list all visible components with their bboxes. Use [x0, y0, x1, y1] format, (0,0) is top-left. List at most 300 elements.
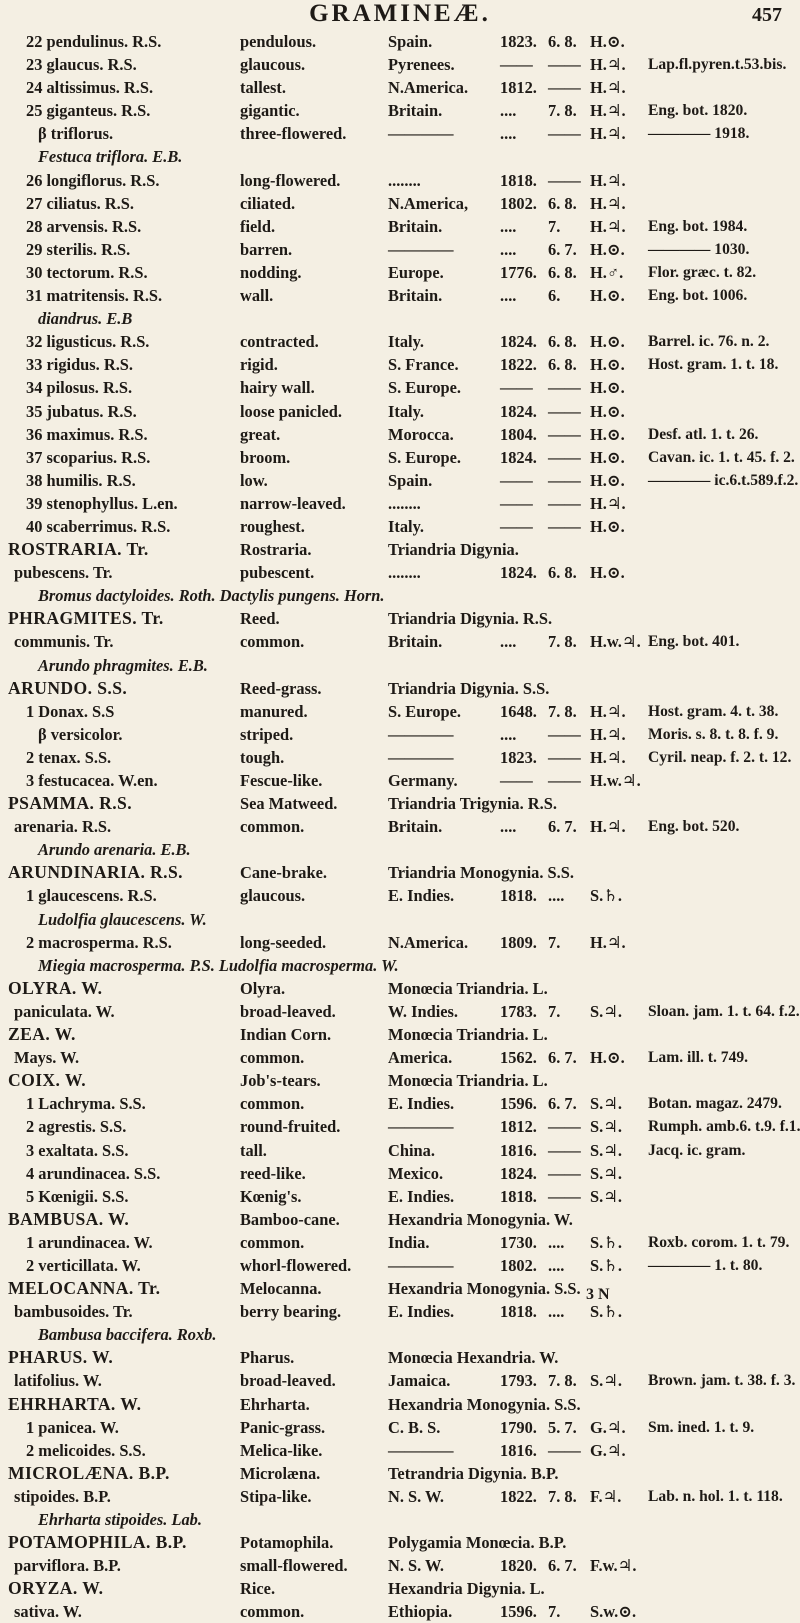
entry-year: 1730. [500, 1232, 537, 1252]
entry-description: common. [240, 817, 305, 837]
entry-name: communis. Tr. [14, 632, 114, 652]
entry-year: .... [500, 286, 517, 306]
entry-native-region: ———— [388, 124, 454, 144]
entry-native-region: E. Indies. [388, 1186, 455, 1206]
entry-description: common. [240, 1232, 305, 1252]
entry-habit: S.♃. [590, 1001, 623, 1021]
entry-name: 37 scoparius. R.S. [26, 447, 151, 467]
synonym-row [0, 145, 800, 168]
entry-year: 1812. [500, 1117, 537, 1137]
entry-name: ROSTRARIA. Tr. [8, 539, 149, 560]
entry-name: Arundo phragmites. E.B. [38, 655, 208, 675]
entry-description: reed-like. [240, 1163, 306, 1183]
entry-habit: S.♃. [590, 1186, 623, 1206]
entry-flowering: 6. 8. [548, 193, 577, 213]
entry-name: 2 verticillata. W. [26, 1255, 141, 1275]
entry-habit: S.♄. [590, 886, 623, 906]
entry-description: Rice. [240, 1579, 276, 1599]
entry-name: ORYZA. W. [8, 1578, 104, 1599]
entry-name: Arundo arenaria. E.B. [38, 840, 191, 860]
entry-flowering: .... [548, 1232, 565, 1252]
entry-native-region: Spain. [388, 470, 433, 490]
entry-year: .... [500, 632, 517, 652]
entry-native-region: ———— [388, 239, 454, 259]
entry-name: PHRAGMITES. Tr. [8, 608, 164, 629]
entry-name: 31 matritensis. R.S. [26, 286, 163, 306]
entry-habit: H.⊙. [590, 239, 625, 259]
entry-name: 27 ciliatus. R.S. [26, 193, 134, 213]
entry-year: —— [500, 516, 533, 536]
signature-mark: 3 N [586, 1286, 610, 1303]
entry-description: roughest. [240, 516, 305, 536]
species-row [0, 99, 800, 122]
entry-name: 28 arvensis. R.S. [26, 216, 142, 236]
entry-name: COIX. W. [8, 1070, 86, 1091]
genus-row [0, 792, 800, 815]
entry-native-region: ———— [388, 724, 454, 744]
entry-habit: G.♃. [590, 1440, 626, 1460]
entry-year: 1804. [500, 424, 537, 444]
entry-habit: H.♃. [590, 170, 626, 190]
entry-name: ARUNDO. S.S. [8, 677, 128, 698]
entry-year: 1802. [500, 1255, 537, 1275]
species-row [0, 400, 800, 423]
entry-habit: S.♃. [590, 1163, 623, 1183]
entry-habit: F.♃. [590, 1486, 622, 1506]
entry-year: .... [500, 239, 517, 259]
entry-habit: H.♃. [590, 193, 626, 213]
entry-name: 3 exaltata. S.S. [26, 1140, 129, 1160]
species-row [0, 469, 800, 492]
entry-description: Cane-brake. [240, 863, 327, 883]
entry-reference: Botan. magaz. 2479. [648, 1095, 782, 1113]
entry-habit: H.⊙. [590, 563, 625, 583]
entry-name: PHARUS. W. [8, 1347, 114, 1368]
entry-name: MELOCANNA. Tr. [8, 1278, 161, 1299]
entry-year: 1648. [500, 701, 537, 721]
entry-habit: S.♄. [590, 1302, 623, 1322]
species-row [0, 261, 800, 284]
entry-description: ciliated. [240, 193, 296, 213]
entry-name: OLYRA. W. [8, 977, 103, 998]
entry-habit: H.♃. [590, 747, 626, 767]
species-row [0, 446, 800, 469]
entry-name: 34 pilosus. R.S. [26, 378, 133, 398]
entry-flowering: 7. [548, 932, 561, 952]
entry-name: Miegia macrosperma. P.S. Ludolfia macrosperma. W. [38, 955, 399, 975]
species-row [0, 1300, 800, 1323]
entry-name: 25 giganteus. R.S. [26, 101, 151, 121]
entry-description: Panic-grass. [240, 1417, 326, 1437]
entry-description: long-flowered. [240, 170, 341, 190]
entry-native-region: C. B. S. [388, 1417, 441, 1437]
entry-name: Ludolfia glaucescens. W. [38, 909, 207, 929]
page-number: 457 [752, 4, 782, 26]
entry-flowering: 6. 7. [548, 1094, 577, 1114]
entry-name: 23 glaucus. R.S. [26, 55, 137, 75]
entry-description: Fescue-like. [240, 771, 323, 790]
entry-name: β versicolor. [38, 724, 123, 744]
entry-description: pendulous. [240, 32, 317, 51]
entry-habit: H.⊙. [590, 1048, 625, 1068]
entry-name: 4 arundinacea. S.S. [26, 1163, 161, 1183]
entry-description: nodding. [240, 262, 302, 282]
entry-habit: S.♄. [590, 1255, 623, 1275]
entry-reference: Sm. ined. 1. t. 9. [648, 1418, 755, 1436]
entry-habit: H.♃. [590, 124, 626, 144]
entry-native-region: Triandria Digynia. S.S. [388, 678, 550, 698]
entry-name: Ehrharta stipoides. Lab. [38, 1510, 202, 1529]
entry-native-region: Ethiopia. [388, 1602, 453, 1622]
entry-flowering: 7. [548, 216, 561, 236]
entry-habit: H.♃. [590, 216, 626, 236]
entry-name: bambusoides. Tr. [14, 1302, 133, 1322]
synonym-row [0, 954, 800, 977]
entry-reference: Host. gram. 4. t. 38. [648, 702, 779, 720]
genus-row [0, 1346, 800, 1369]
entry-name: Bambusa baccifera. Roxb. [38, 1325, 217, 1345]
entry-flowering: —— [548, 1163, 581, 1183]
entry-description: common. [240, 632, 305, 652]
entry-native-region: Italy. [388, 516, 424, 536]
entry-name: 26 longiflorus. R.S. [26, 170, 160, 190]
entry-description: Melocanna. [240, 1279, 322, 1299]
entry-description: tough. [240, 747, 285, 767]
entry-reference: Desf. atl. 1. t. 26. [648, 425, 759, 443]
entry-name: 29 sterilis. R.S. [26, 239, 131, 259]
entry-native-region: Triandria Digynia. [388, 540, 519, 560]
entry-name: 39 stenophyllus. L.en. [26, 493, 178, 513]
entry-flowering: 6. 8. [548, 355, 577, 375]
entry-native-region: Triandria Monogynia. S.S. [388, 863, 574, 883]
entry-year: 1818. [500, 1302, 537, 1322]
entry-description: common. [240, 1048, 305, 1068]
species-row [0, 284, 800, 307]
species-row [0, 330, 800, 353]
genus-row [0, 1069, 800, 1092]
entry-habit: H.⊙. [590, 401, 625, 421]
synonym-row [0, 654, 800, 677]
entry-year: 1816. [500, 1140, 537, 1160]
entry-description: glaucous. [240, 55, 306, 75]
entry-description: long-seeded. [240, 932, 327, 952]
entry-description: Olyra. [240, 978, 286, 998]
entry-reference: ———— ic.6.t.589.f.2. [648, 471, 799, 489]
entry-native-region: N.America, [388, 193, 469, 213]
species-row [0, 769, 800, 792]
genus-row [0, 1277, 800, 1300]
entry-name: 2 tenax. S.S. [26, 747, 112, 767]
entry-name: 1 panicea. W. [26, 1417, 119, 1437]
entry-habit: H.⊙. [590, 32, 625, 51]
entry-native-region: Jamaica. [388, 1371, 451, 1391]
entry-name: 22 pendulinus. R.S. [26, 32, 162, 51]
entry-reference: Host. gram. 1. t. 18. [648, 356, 779, 374]
entry-name: 5 Kœnigii. S.S. [26, 1186, 129, 1206]
species-row [0, 1139, 800, 1162]
entry-description: Potamophila. [240, 1533, 334, 1553]
synonym-row [0, 584, 800, 607]
species-row [0, 76, 800, 99]
entry-native-region: ———— [388, 1440, 454, 1460]
entry-habit: H.w.♃. [590, 771, 641, 790]
entry-name: 35 jubatus. R.S. [26, 401, 137, 421]
entry-year: .... [500, 124, 517, 144]
entry-reference: Lam. ill. t. 749. [648, 1049, 749, 1067]
entry-flowering: —— [548, 424, 581, 444]
entry-native-region: N.America. [388, 78, 469, 98]
entry-flowering: 6. 8. [548, 262, 577, 282]
species-row [0, 215, 800, 238]
entry-native-region: E. Indies. [388, 886, 455, 906]
entry-name: 30 tectorum. R.S. [26, 262, 148, 282]
species-row [0, 1162, 800, 1185]
entry-reference: Rumph. amb.6. t.9. f.1. [648, 1118, 800, 1136]
entry-habit: H.♃. [590, 817, 626, 837]
entry-native-region: Spain. [388, 32, 433, 51]
entry-reference: ———— 1918. [648, 125, 750, 143]
entry-name: 1 Donax. S.S [26, 701, 115, 721]
entry-reference: Eng. bot. 1820. [648, 102, 748, 120]
entry-name: 2 agrestis. S.S. [26, 1117, 127, 1137]
entry-habit: H.⊙. [590, 424, 625, 444]
species-row [0, 1115, 800, 1138]
entry-flowering: 6. 7. [548, 817, 577, 837]
entry-description: broad-leaved. [240, 1371, 336, 1391]
entry-name: MICROLÆNA. B.P. [8, 1462, 170, 1483]
entry-year: 1824. [500, 1163, 537, 1183]
entry-flowering: .... [548, 1302, 565, 1322]
genus-row [0, 977, 800, 1000]
genus-row [0, 1531, 800, 1554]
entry-native-region: Europe. [388, 262, 444, 282]
catalogue-listing [0, 30, 800, 1623]
entry-name: β triflorus. [38, 124, 114, 144]
entry-native-region: ———— [388, 747, 454, 767]
entry-name: stipoides. B.P. [14, 1486, 111, 1506]
species-row [0, 1231, 800, 1254]
entry-description: berry bearing. [240, 1302, 342, 1322]
species-row [0, 931, 800, 954]
entry-description: Stipa-like. [240, 1486, 312, 1506]
entry-year: 1802. [500, 193, 537, 213]
entry-year: 1818. [500, 170, 537, 190]
entry-description: broom. [240, 447, 291, 467]
entry-reference: Eng. bot. 401. [648, 633, 740, 651]
entry-year: 1818. [500, 886, 537, 906]
entry-flowering: —— [548, 378, 581, 398]
entry-year: .... [500, 101, 517, 121]
entry-name: 32 ligusticus. R.S. [26, 332, 150, 352]
entry-habit: H.⊙. [590, 516, 625, 536]
entry-name: 3 festucacea. W.en. [26, 771, 158, 790]
entry-native-region: E. Indies. [388, 1094, 455, 1114]
entry-year: 1812. [500, 78, 537, 98]
entry-flowering: —— [548, 78, 581, 98]
genus-row [0, 538, 800, 561]
entry-year: 1823. [500, 32, 537, 51]
synonym-row [0, 307, 800, 330]
species-row [0, 1000, 800, 1023]
entry-description: whorl-flowered. [240, 1255, 352, 1275]
genus-row [0, 1208, 800, 1231]
entry-description: Sea Matweed. [240, 794, 338, 814]
entry-name: 36 maximus. R.S. [26, 424, 148, 444]
entry-habit: H.⊙. [590, 286, 625, 306]
entry-native-region: S. France. [388, 355, 459, 375]
entry-native-region: E. Indies. [388, 1302, 455, 1322]
entry-native-region: Triandria Digynia. R.S. [388, 609, 553, 629]
entry-flowering: 7. 8. [548, 1371, 577, 1391]
entry-name: EHRHARTA. W. [8, 1393, 142, 1414]
genus-row [0, 677, 800, 700]
entry-description: great. [240, 424, 281, 444]
entry-reference: Roxb. corom. 1. t. 79. [648, 1233, 790, 1251]
species-row [0, 169, 800, 192]
entry-year: 1820. [500, 1556, 537, 1576]
entry-name: POTAMOPHILA. B.P. [8, 1532, 187, 1553]
entry-reference: Sloan. jam. 1. t. 64. f.2. [648, 1002, 800, 1020]
entry-habit: S.♃. [590, 1117, 623, 1137]
entry-native-region: America. [388, 1048, 453, 1068]
entry-name: parviflora. B.P. [14, 1556, 121, 1576]
entry-flowering: 6. 8. [548, 563, 577, 583]
entry-habit: H.w.♃. [590, 632, 641, 652]
entry-habit: H.⊙. [590, 447, 625, 467]
entry-flowering: —— [548, 516, 581, 536]
entry-native-region: Tetrandria Digynia. B.P. [388, 1463, 559, 1483]
entry-name: pubescens. Tr. [14, 563, 113, 583]
entry-reference: Flor. græc. t. 82. [648, 263, 757, 281]
entry-year: 1824. [500, 563, 537, 583]
entry-native-region: Britain. [388, 817, 443, 837]
entry-flowering: —— [548, 1440, 581, 1460]
entry-year: —— [500, 378, 533, 398]
entry-habit: S.w.⊙. [590, 1602, 637, 1622]
entry-reference: ———— 1030. [648, 240, 750, 258]
genus-row [0, 1577, 800, 1600]
entry-reference: Jacq. ic. gram. [648, 1141, 746, 1159]
entry-flowering: 7. 8. [548, 701, 577, 721]
entry-habit: S.♃. [590, 1140, 623, 1160]
entry-flowering: —— [548, 401, 581, 421]
entry-name: Bromus dactyloides. Roth. Dactylis pungens. Horn. [38, 586, 385, 606]
entry-description: pubescent. [240, 563, 315, 583]
entry-native-region: W. Indies. [388, 1001, 458, 1021]
entry-flowering: —— [548, 771, 581, 790]
entry-flowering: 6. 8. [548, 32, 577, 51]
entry-year: 1824. [500, 447, 537, 467]
species-row [0, 815, 800, 838]
entry-habit: F.w.♃. [590, 1556, 637, 1576]
entry-habit: H.⊙. [590, 378, 625, 398]
entry-name: ARUNDINARIA. R.S. [8, 862, 183, 883]
entry-reference: Barrel. ic. 76. n. 2. [648, 333, 770, 351]
species-row [0, 1369, 800, 1392]
entry-description: common. [240, 1094, 305, 1114]
entry-native-region: ———— [388, 1117, 454, 1137]
entry-description: Reed. [240, 609, 280, 629]
entry-habit: G.♃. [590, 1417, 626, 1437]
entry-name: latifolius. W. [14, 1371, 102, 1391]
entry-description: tallest. [240, 78, 286, 98]
genus-row [0, 607, 800, 630]
entry-description: broad-leaved. [240, 1001, 336, 1021]
entry-year: 1824. [500, 332, 537, 352]
entry-habit: S.♃. [590, 1094, 623, 1114]
entry-description: Rostraria. [240, 540, 312, 560]
species-row [0, 1046, 800, 1069]
entry-habit: H.♃. [590, 493, 626, 513]
entry-flowering: —— [548, 55, 581, 75]
entry-flowering: 6. [548, 286, 561, 306]
entry-native-region: Italy. [388, 332, 424, 352]
entry-flowering: 7. [548, 1001, 561, 1021]
species-row [0, 515, 800, 538]
entry-native-region: ........ [388, 170, 421, 190]
species-row [0, 492, 800, 515]
entry-description: Bamboo-cane. [240, 1209, 340, 1229]
genus-row [0, 1023, 800, 1046]
entry-description: gigantic. [240, 101, 300, 121]
entry-description: Reed-grass. [240, 678, 322, 698]
entry-native-region: Hexandria Monogynia. W. [388, 1209, 573, 1229]
entry-native-region: N. S. W. [388, 1486, 445, 1506]
entry-description: narrow-leaved. [240, 493, 346, 513]
entry-native-region: N.America. [388, 932, 469, 952]
entry-name: 24 altissimus. R.S. [26, 78, 154, 98]
entry-native-region: Britain. [388, 216, 443, 236]
species-row [0, 630, 800, 653]
entry-year: 1793. [500, 1371, 537, 1391]
entry-year: 1809. [500, 932, 537, 952]
entry-name: sativa. W. [14, 1602, 82, 1622]
entry-description: Indian Corn. [240, 1025, 332, 1045]
entry-name: arenaria. R.S. [14, 817, 112, 837]
entry-habit: H.⊙. [590, 332, 625, 352]
entry-native-region: N. S. W. [388, 1556, 445, 1576]
entry-flowering: —— [548, 493, 581, 513]
entry-description: glaucous. [240, 886, 306, 906]
species-row [0, 1600, 800, 1623]
entry-name: ZEA. W. [8, 1024, 76, 1045]
entry-description: small-flowered. [240, 1556, 348, 1576]
entry-reference: Moris. s. 8. t. 8. f. 9. [648, 725, 779, 743]
entry-native-region: Hexandria Monogynia. S.S. [388, 1279, 581, 1299]
entry-flowering: 7. [548, 1602, 561, 1622]
entry-flowering: .... [548, 1255, 565, 1275]
entry-reference: Brown. jam. t. 38. f. 3. [648, 1372, 796, 1390]
running-title: GRAMINEÆ. [309, 0, 491, 27]
entry-reference: Cavan. ic. 1. t. 45. f. 2. [648, 448, 795, 466]
entry-year: 1822. [500, 355, 537, 375]
synonym-row [0, 908, 800, 931]
entry-native-region: Hexandria Monogynia. S.S. [388, 1394, 581, 1414]
entry-flowering: .... [548, 886, 565, 906]
entry-reference: Cyril. neap. f. 2. t. 12. [648, 748, 792, 766]
entry-habit: H.♃. [590, 932, 626, 952]
entry-year: 1822. [500, 1486, 537, 1506]
entry-year: 1818. [500, 1186, 537, 1206]
genus-row [0, 861, 800, 884]
entry-name: 38 humilis. R.S. [26, 470, 136, 490]
entry-year: 1776. [500, 262, 537, 282]
entry-description: loose panicled. [240, 401, 342, 421]
entry-flowering: —— [548, 1140, 581, 1160]
entry-name: Mays. W. [14, 1048, 80, 1068]
species-row [0, 700, 800, 723]
entry-native-region: S. Europe. [388, 701, 462, 721]
